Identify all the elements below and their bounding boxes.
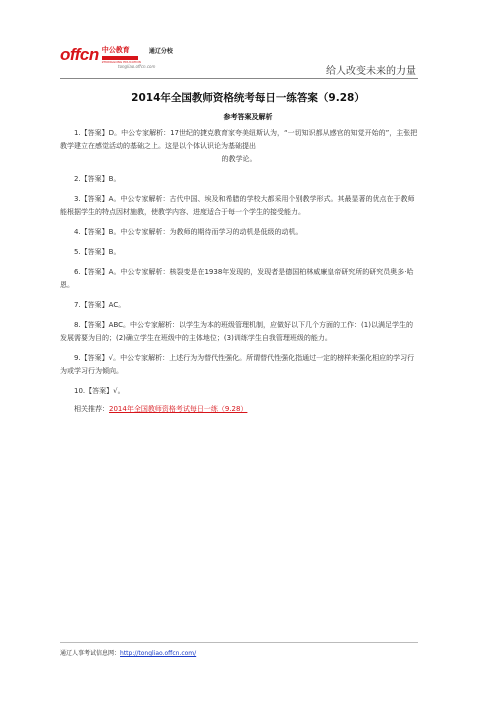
logo-cn-name: 中公教育 [101, 46, 130, 54]
logo-wordmark: offcn [60, 45, 99, 64]
footer-label: 通辽人事考试信息网： [60, 650, 121, 657]
offcn-logo[interactable] [60, 46, 173, 74]
related-label: 相关推荐： [74, 405, 109, 413]
answer-item-10: 10.【答案】√。 [74, 387, 125, 395]
answer-item-8: 8.【答案】ABC。中公专家解析：以学生为本的班级管理机制，应做好以下几个方面的工作：(1)以满足学生的发展需要为目的；(2)确立学生在班级中的主体地位；(3)训练学生自我管理班级的能力。 [60, 321, 413, 342]
related-link[interactable]: 2014年全国教师资格考试每日一练（9.28） [109, 405, 248, 413]
page-title: 2014年全国教师资格统考每日一练答案（9.28） [131, 92, 365, 104]
answer-item-1 [60, 127, 418, 166]
logo-branch-name: 通辽分校 [148, 48, 173, 55]
answer-item-4: 4.【答案】B。中公专家解析：为教师的期待而学习的动机是低级的动机。 [74, 228, 303, 236]
logo-url: tongliao.offcn.com [118, 64, 156, 69]
page-header [60, 40, 418, 79]
logo-subtext: ZHONGGONG EDUCATION [101, 60, 141, 64]
answer-item-7: 7.【答案】AC。 [74, 301, 126, 309]
answer-list [60, 127, 418, 423]
header-slogan: 给人改变未来的力量 [326, 66, 416, 77]
section-subtitle: 参考答案及解析 [223, 113, 273, 121]
answer-item-2: 2.【答案】B。 [74, 175, 121, 183]
answer-item-6: 6.【答案】A。中公专家解析：核裂变是在1938年发现的，发现者是德国柏林威廉皇帝研究所的研究员奥多·哈恩。 [60, 268, 414, 289]
answer-item-3: 3.【答案】A。中公专家解析：古代中国、埃及和希腊的学校大都采用个别教学形式。其最显著的优点在于教师能根据学生的特点因材施教，使教学内容、进度适合于每一个学生的接受能力。 [60, 195, 415, 216]
answer-text: 1.【答案】D。中公专家解析：17世纪的捷克教育家夸美纽斯认为，“一切知识都从感官的知觉开始的”，主张把教学建立在感觉活动的基础之上。这是以个体认识论为基础提出 [60, 129, 418, 150]
related-recommendation [60, 403, 418, 416]
page-footer [60, 648, 196, 657]
logo-cn-block [102, 46, 141, 64]
footer-link[interactable]: http://tongliao.offcn.com/ [120, 650, 197, 657]
footer-divider [60, 642, 418, 643]
answer-item-9: 9.【答案】√。中公专家解析：上述行为为替代性强化。所谓替代性强化指通过一定的榜样来强化相应的学习行为或学习行为倾向。 [60, 354, 415, 375]
answer-item-5: 5.【答案】B。 [74, 248, 121, 256]
answer-1-tail: 的教学论。 [221, 155, 257, 163]
